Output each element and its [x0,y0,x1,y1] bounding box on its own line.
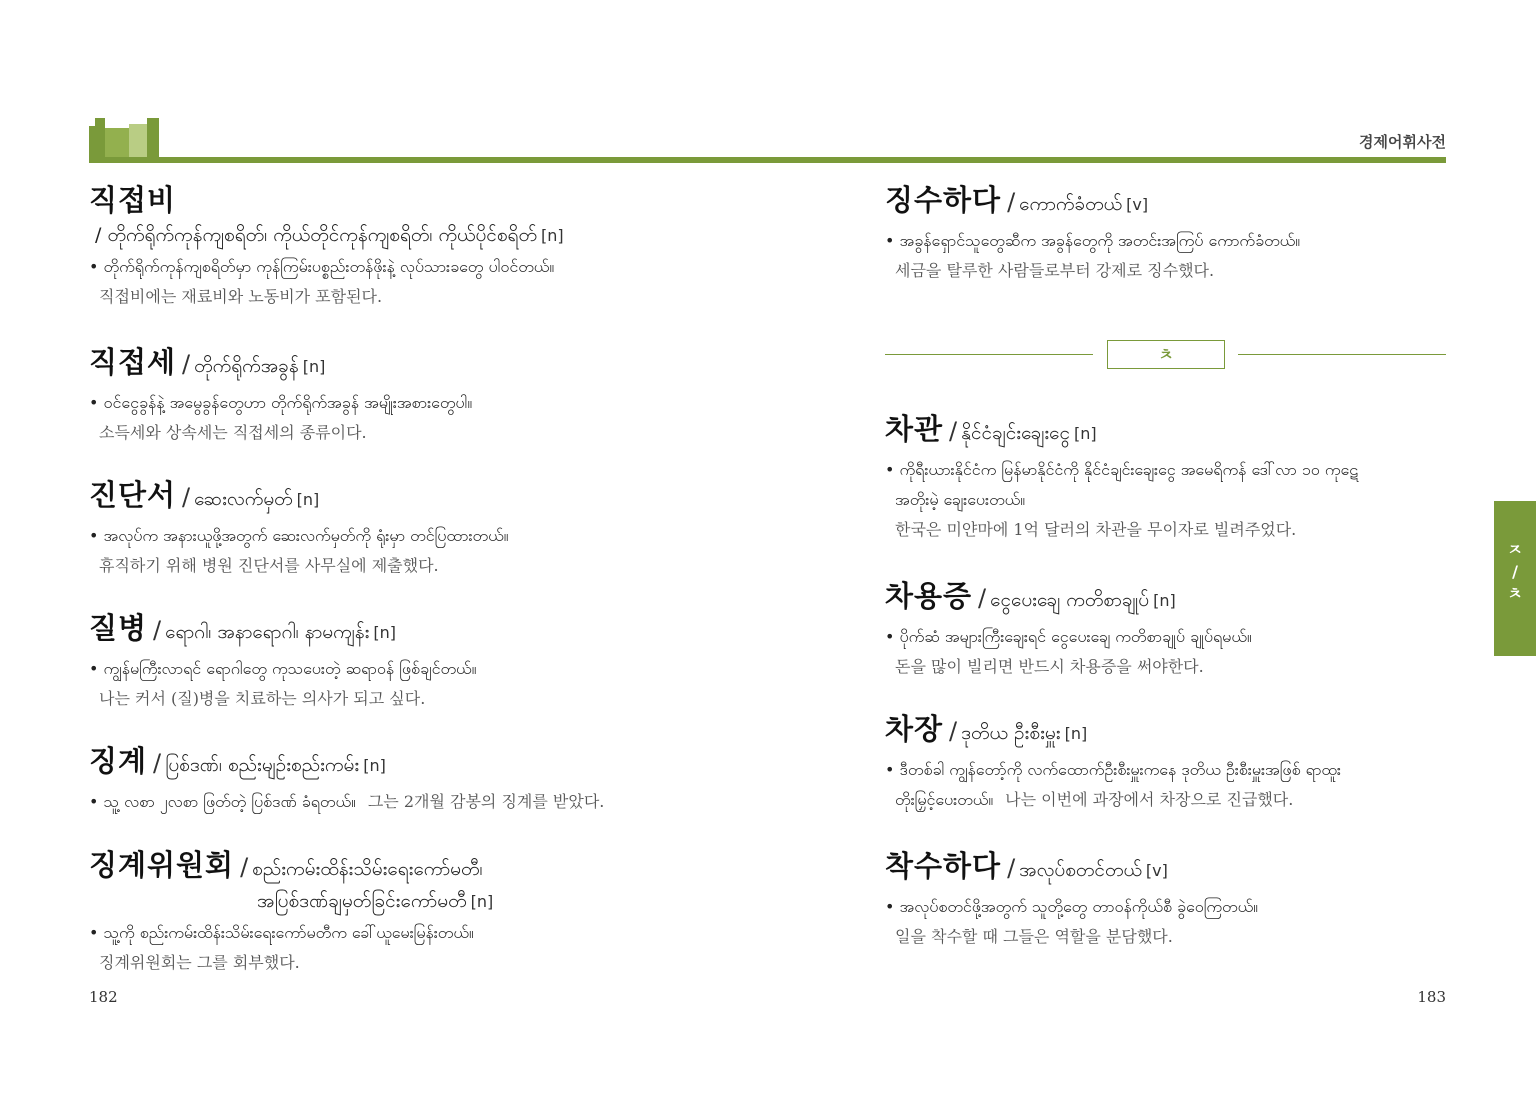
part-of-speech: [n] [373,623,397,642]
part-of-speech: [n] [1064,724,1088,743]
translation: ဆေးလက်မှတ် [194,488,293,510]
index-tab-letter-bottom: ㅊ [1507,584,1523,603]
translation: ငွေပေးချေ ကတိစာချုပ် [990,589,1150,611]
part-of-speech: [n] [1153,591,1176,610]
headword: 진단서 [89,478,177,512]
dictionary-entry [885,707,1450,815]
dictionary-entry [89,473,739,581]
headword: 차장 [885,712,944,746]
separator-slash: / [182,350,191,378]
example-myanmar: • ဒီတစ်ခါ ကျွန်တော့်ကို လက်ထောက်ဦးစီးမှူးကနေ ဒုတိယ ဦးစီးမှူးအဖြစ် ရာထူး [885,760,1341,779]
translation: ပြစ်ဒဏ်၊ စည်းမျဉ်းစည်းကမ်း [165,754,360,776]
headword: 징계 [89,744,148,778]
index-tab-separator: / [1512,562,1518,581]
translation: နိုင်ငံချင်းချေးငွေ [961,422,1071,444]
example-myanmar: • ဝင်ငွေခွန်နဲ့ အမွေခွန်တွေဟာ တိုက်ရိုက်အခွန် အမျိုးအစားတွေပါ။ [89,393,473,412]
part-of-speech: [n] [363,756,386,775]
header-block [105,128,129,158]
example-myanmar-continued: တိုးမြှင့်ပေးတယ်။ [895,790,994,809]
dictionary-entry [89,739,739,817]
dictionary-entry [89,606,739,714]
dictionary-entry [89,843,739,978]
page-number-right: 183 [1417,988,1446,1006]
translation: ဒုတိယ ဦးစီးမှူး [961,722,1061,744]
dictionary-entry [89,178,739,312]
example-korean: 직접비에는 재료비와 노동비가 포함된다. [99,287,383,306]
example-korean: 세금을 탈루한 사람들로부터 강제로 징수했다. [895,261,1215,280]
example-korean: 돈을 많이 빌리면 반드시 차용증을 써야한다. [895,657,1204,676]
part-of-speech: [n] [470,892,494,911]
page-number-left: 182 [89,988,118,1006]
divider-line [885,354,1093,355]
example-korean: 나는 이번에 과장에서 차장으로 진급했다. [1005,790,1294,809]
example-myanmar: • သူ့ လစာ ၂လစာ ဖြတ်တဲ့ ပြစ်ဒဏ် ခံရတယ်။ [89,792,356,811]
section-divider [885,340,1446,370]
headword: 직접비 [89,183,177,217]
translation: တိုက်ရိုက်အခွန် [194,355,299,377]
separator-slash: / [182,483,191,511]
headword: 차용증 [885,579,973,613]
separator-slash: / [153,616,162,644]
example-korean: 나는 커서 (질)병을 치료하는 의사가 되고 싶다. [99,689,426,708]
separator-slash: / [949,417,958,445]
dictionary-entry [89,340,739,448]
separator-slash: / [240,853,249,881]
example-myanmar: • တိုက်ရိုက်ကုန်ကျစရိတ်မှာ ကုန်ကြမ်းပစ္စည်းတန်ဖိုးနဲ့ လုပ်သားခတွေ ပါဝင်တယ်။ [89,257,555,276]
index-tab[interactable] [1494,501,1536,656]
example-korean: 징계위원회는 그를 회부했다. [99,953,300,972]
example-myanmar: • အလုပ်စတင်ဖို့အတွက် သူတို့တွေ တာဝန်ကိုယ်စီ ခွဲဝေကြတယ်။ [885,897,1258,916]
headword: 질병 [89,611,148,645]
example-myanmar-continued: အတိုးမဲ့ ချေးပေးတယ်။ [895,490,1026,509]
separator-slash: / [949,717,958,745]
headword: 착수하다 [885,849,1002,883]
header-rule [89,157,1446,163]
part-of-speech: [n] [540,226,564,245]
part-of-speech: [n] [302,357,326,376]
header-block [147,118,159,158]
example-myanmar: • အလုပ်က အနားယူဖို့အတွက် ဆေးလက်မှတ်ကို ရုံးမှာ တင်ပြထားတယ်။ [89,526,509,545]
headword: 징수하다 [885,183,1002,217]
separator-slash: / [1007,854,1016,882]
part-of-speech: [v] [1126,195,1149,214]
translation-continued: အပြစ်ဒဏ်ချမှတ်ခြင်းကော်မတီ [257,890,467,912]
example-korean: 소득세와 상속세는 직접세의 종류이다. [99,423,367,442]
dictionary-entry [885,844,1450,952]
dictionary-entry [885,178,1450,286]
part-of-speech: [n] [1074,424,1097,443]
example-korean: 한국은 미얀마에 1억 달러의 차관을 무이자로 빌려주었다. [895,520,1297,539]
separator-slash: / [978,584,987,612]
example-myanmar: • ပိုက်ဆံ အများကြီးချေးရင် ငွေပေးချေ ကတိစာချုပ် ချုပ်ရမယ်။ [885,627,1252,646]
translation: / တိုက်ရိုက်ကုန်ကျစရိတ်၊ ကိုယ်တိုင်ကုန်ကျစရိတ်၊ ကိုယ်ပိုင်စရိတ် [95,224,537,246]
dictionary-entry [885,574,1450,682]
header-block [89,126,101,158]
separator-slash: / [1007,188,1016,216]
header-block [129,124,147,158]
translation: ကောက်ခံတယ် [1019,193,1123,215]
translation: စည်းကမ်းထိန်းသိမ်းရေးကော်မတီ၊ [252,858,483,880]
header-decoration [89,118,159,158]
part-of-speech: [v] [1145,861,1168,880]
headword: 직접세 [89,345,177,379]
example-myanmar: • သူ့ကို စည်းကမ်းထိန်းသိမ်းရေးကော်မတီက ခေါ်ယူမေးမြန်းတယ်။ [89,923,474,942]
headword: 차관 [885,412,944,446]
book-title: 경제어휘사전 [1359,133,1446,151]
example-myanmar: • အခွန်ရှောင်သူတွေဆီက အခွန်တွေကို အတင်းအကြပ် ကောက်ခံတယ်။ [885,231,1301,250]
example-korean: 그는 2개월 감봉의 징계를 받았다. [367,792,605,811]
example-myanmar: • ကျွန်မကြီးလာရင် ရောဂါတွေ ကုသပေးတဲ့ ဆရာဝန် ဖြစ်ချင်တယ်။ [89,659,477,678]
separator-slash: / [153,749,162,777]
dictionary-entry [885,407,1450,545]
translation: ရောဂါ၊ အနာရောဂါ၊ နာမကျန်း [165,621,370,643]
divider-line [1238,354,1446,355]
headword: 징계위원회 [89,848,235,882]
example-korean: 휴직하기 위해 병원 진단서를 사무실에 제출했다. [99,556,439,575]
part-of-speech: [n] [296,490,320,509]
section-letter: ㅊ [1107,340,1225,369]
example-korean: 일을 착수할 때 그들은 역할을 분담했다. [895,927,1173,946]
translation: အလုပ်စတင်တယ် [1019,859,1142,881]
example-myanmar: • ကိုရီးယားနိုင်ငံက မြန်မာနိုင်ငံကို နိုင်ငံချင်းချေးငွေ အမေရိကန် ဒေါ်လာ ၁၀ ကုဋေ [885,460,1359,479]
index-tab-letter-top: ㅈ [1507,540,1523,559]
